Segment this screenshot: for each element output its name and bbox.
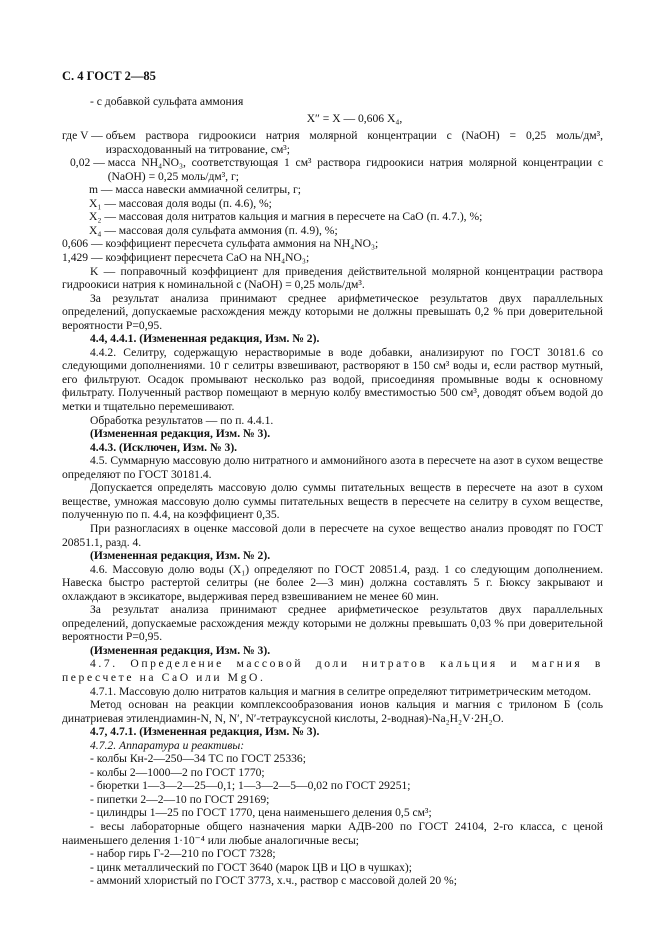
formula: X″ = X — 0,606 X₄, bbox=[306, 111, 403, 125]
page-content bbox=[62, 95, 603, 888]
text-line: - с добавкой сульфата аммония bbox=[90, 95, 244, 108]
definition-text: объем раствора гидроокиси натрия молярной концентрации c (NaOH) = 0,25 моль/дм³, израсходованный на титрование, см³; bbox=[105, 129, 603, 156]
revision-note: 4.4.3. (Исключен, Изм. № 3). bbox=[90, 440, 238, 454]
list-item: - цинк металлический по ГОСТ 3640 (марок ЦВ и ЦО в чушках); bbox=[90, 860, 412, 874]
paragraph: 4.4.2. Селитру, содержащую нерастворимые в воде добавки, анализируют по ГОСТ 30181.6 со следующими дополнениями. 10 г селитры взвешивают, растворяют в 150 см³ воды и, если раствор мутный, его фильтруют. Осадок промывают несколько раз водой, присоединяя промывные воды к основному фильтрату. Полученный раствор помещают в мерную колбу вместимостью 500 см³, доводят объем водой до метки и тщательно перемешивают. bbox=[62, 345, 603, 414]
list-item: - колбы 2—1000—2 по ГОСТ 1770; bbox=[90, 765, 265, 779]
paragraph: Обработка результатов — по п. 4.4.1. bbox=[90, 413, 274, 427]
definition-item: m — масса навески аммиачной селитры, г; bbox=[89, 183, 301, 197]
definition-item: X₄ — массовая доля сульфата аммония (п. 4.9), %; bbox=[89, 223, 338, 237]
definition-item: X₂ — массовая доля нитратов кальция и магния в пересчете на CaO (п. 4.7.), %; bbox=[89, 210, 483, 224]
definition-symbol: где V — bbox=[62, 129, 106, 143]
paragraph: 4.5. Суммарную массовую долю нитратного и аммонийного азота в пересчете на азот в сухом веществе определяют по ГОСТ 30181.4. bbox=[62, 454, 603, 481]
revision-note: (Измененная редакция, Изм. № 3). bbox=[90, 427, 271, 441]
page-header: С. 4 ГОСТ 2—85 bbox=[62, 69, 156, 83]
paragraph: Метод основан на реакции комплексообразования ионов кальция и магния с трилоном Б (соль динатриевая этилендиамин-N, N, N′, N′-тетрауксусной кислоты, 2-водная)-Na₂H₂V·2H₂O. bbox=[62, 698, 603, 725]
definition-item: K — поправочный коэффициент для приведения действительной молярной концентрации раствора гидроокиси натрия к номинальной c (NaOH) = 0,25 моль/дм³. bbox=[62, 264, 603, 292]
paragraph: При разногласиях в оценке массовой доли в пересчете на сухое вещество анализ проводят по ГОСТ 20851.1, разд. 4. bbox=[62, 521, 603, 549]
paragraph: За результат анализа принимают среднее арифметическое результатов двух параллельных определений, допускаемые расхождения между которыми не должны превышать 0,03 % при доверительной вероятности P=0,95. bbox=[62, 603, 603, 644]
list-item: - бюретки 1—3—2—25—0,1; 1—3—2—5—0,02 по ГОСТ 29251; bbox=[90, 779, 411, 793]
paragraph: За результат анализа принимают среднее арифметическое результатов двух параллельных определений, допускаемые расхождения между которыми не должны превышать 0,2 % при доверительной вероятности P=0,95. bbox=[62, 291, 603, 332]
definition-symbol: 0,02 — bbox=[70, 156, 108, 170]
revision-note: (Измененная редакция, Изм. № 2). bbox=[90, 549, 271, 563]
definitions-list bbox=[62, 129, 603, 292]
revision-note: (Измененная редакция, Изм. № 3). bbox=[90, 643, 271, 657]
list-item: - цилиндры 1—25 по ГОСТ 1770, цена наименьшего деления 0,5 см³; bbox=[90, 806, 432, 820]
list-item: - весы лабораторные общего назначения марки АДВ-200 по ГОСТ 24104, 2-го класса, с ценой наименьшего деления 1·10⁻⁴ или любые аналогичные весы; bbox=[62, 819, 603, 847]
list-item: - колбы Кн-2—250—34 ТС по ГОСТ 25336; bbox=[90, 752, 306, 766]
paragraph: 4.7.1. Массовую долю нитратов кальция и магния в селитре определяют титриметрическим методом. bbox=[90, 684, 592, 698]
paragraph: Допускается определять массовую долю суммы питательных веществ в пересчете на азот в сухом веществе, умножая массовую долю суммы питательных веществ в пересчете на селитру в сухом веществе, полученную по п. 4.4, на коэффициент 0,35. bbox=[62, 481, 603, 522]
equipment-list bbox=[62, 752, 603, 887]
list-item: - набор гирь Г-2—210 по ГОСТ 7328; bbox=[90, 847, 276, 861]
definition-item: 0,606 — коэффициент пересчета сульфата аммония на NH₄NO₃; bbox=[62, 237, 379, 251]
subsection-heading: 4.7.2. Аппаратура и реактивы: bbox=[90, 738, 245, 752]
paragraph: 4.6. Массовую долю воды (X₁) определяют по ГОСТ 20851.4, разд. 1 со следующим дополнением. Навеска быстро растертой селитры (не более 2—3 мин) должна составлять 5 г. Бюксу закрывают и охлаждают в эксикаторе, выдерживая перед взвешиванием не менее 60 мин. bbox=[62, 562, 603, 603]
definition-item bbox=[62, 129, 603, 156]
list-item: - аммоний хлористый по ГОСТ 3773, х.ч., раствор с массовой долей 20 %; bbox=[90, 874, 457, 888]
section-heading: 4.7. Определение массовой доли нитратов кальция и магния в пересчете на CaO или MgO. bbox=[62, 657, 603, 684]
definition-item: X₁ — массовая доля воды (п. 4.6), %; bbox=[89, 196, 272, 210]
revision-note: 4.4, 4.4.1. (Измененная редакция, Изм. № 2). bbox=[90, 332, 320, 346]
definition-text: масса NH₄NO₃, соответствующая 1 см³ раствора гидроокиси натрия молярной концентрации c (NaOH) = 0,25 моль/дм³, г; bbox=[107, 156, 603, 183]
definition-item: 1,429 — коэффициент пересчета CaO на NH₄NO₃; bbox=[62, 251, 310, 265]
list-item: - пипетки 2—2—10 по ГОСТ 29169; bbox=[90, 792, 270, 806]
revision-note: 4.7, 4.7.1. (Измененная редакция, Изм. № 3). bbox=[90, 725, 320, 739]
definition-item bbox=[62, 156, 603, 183]
